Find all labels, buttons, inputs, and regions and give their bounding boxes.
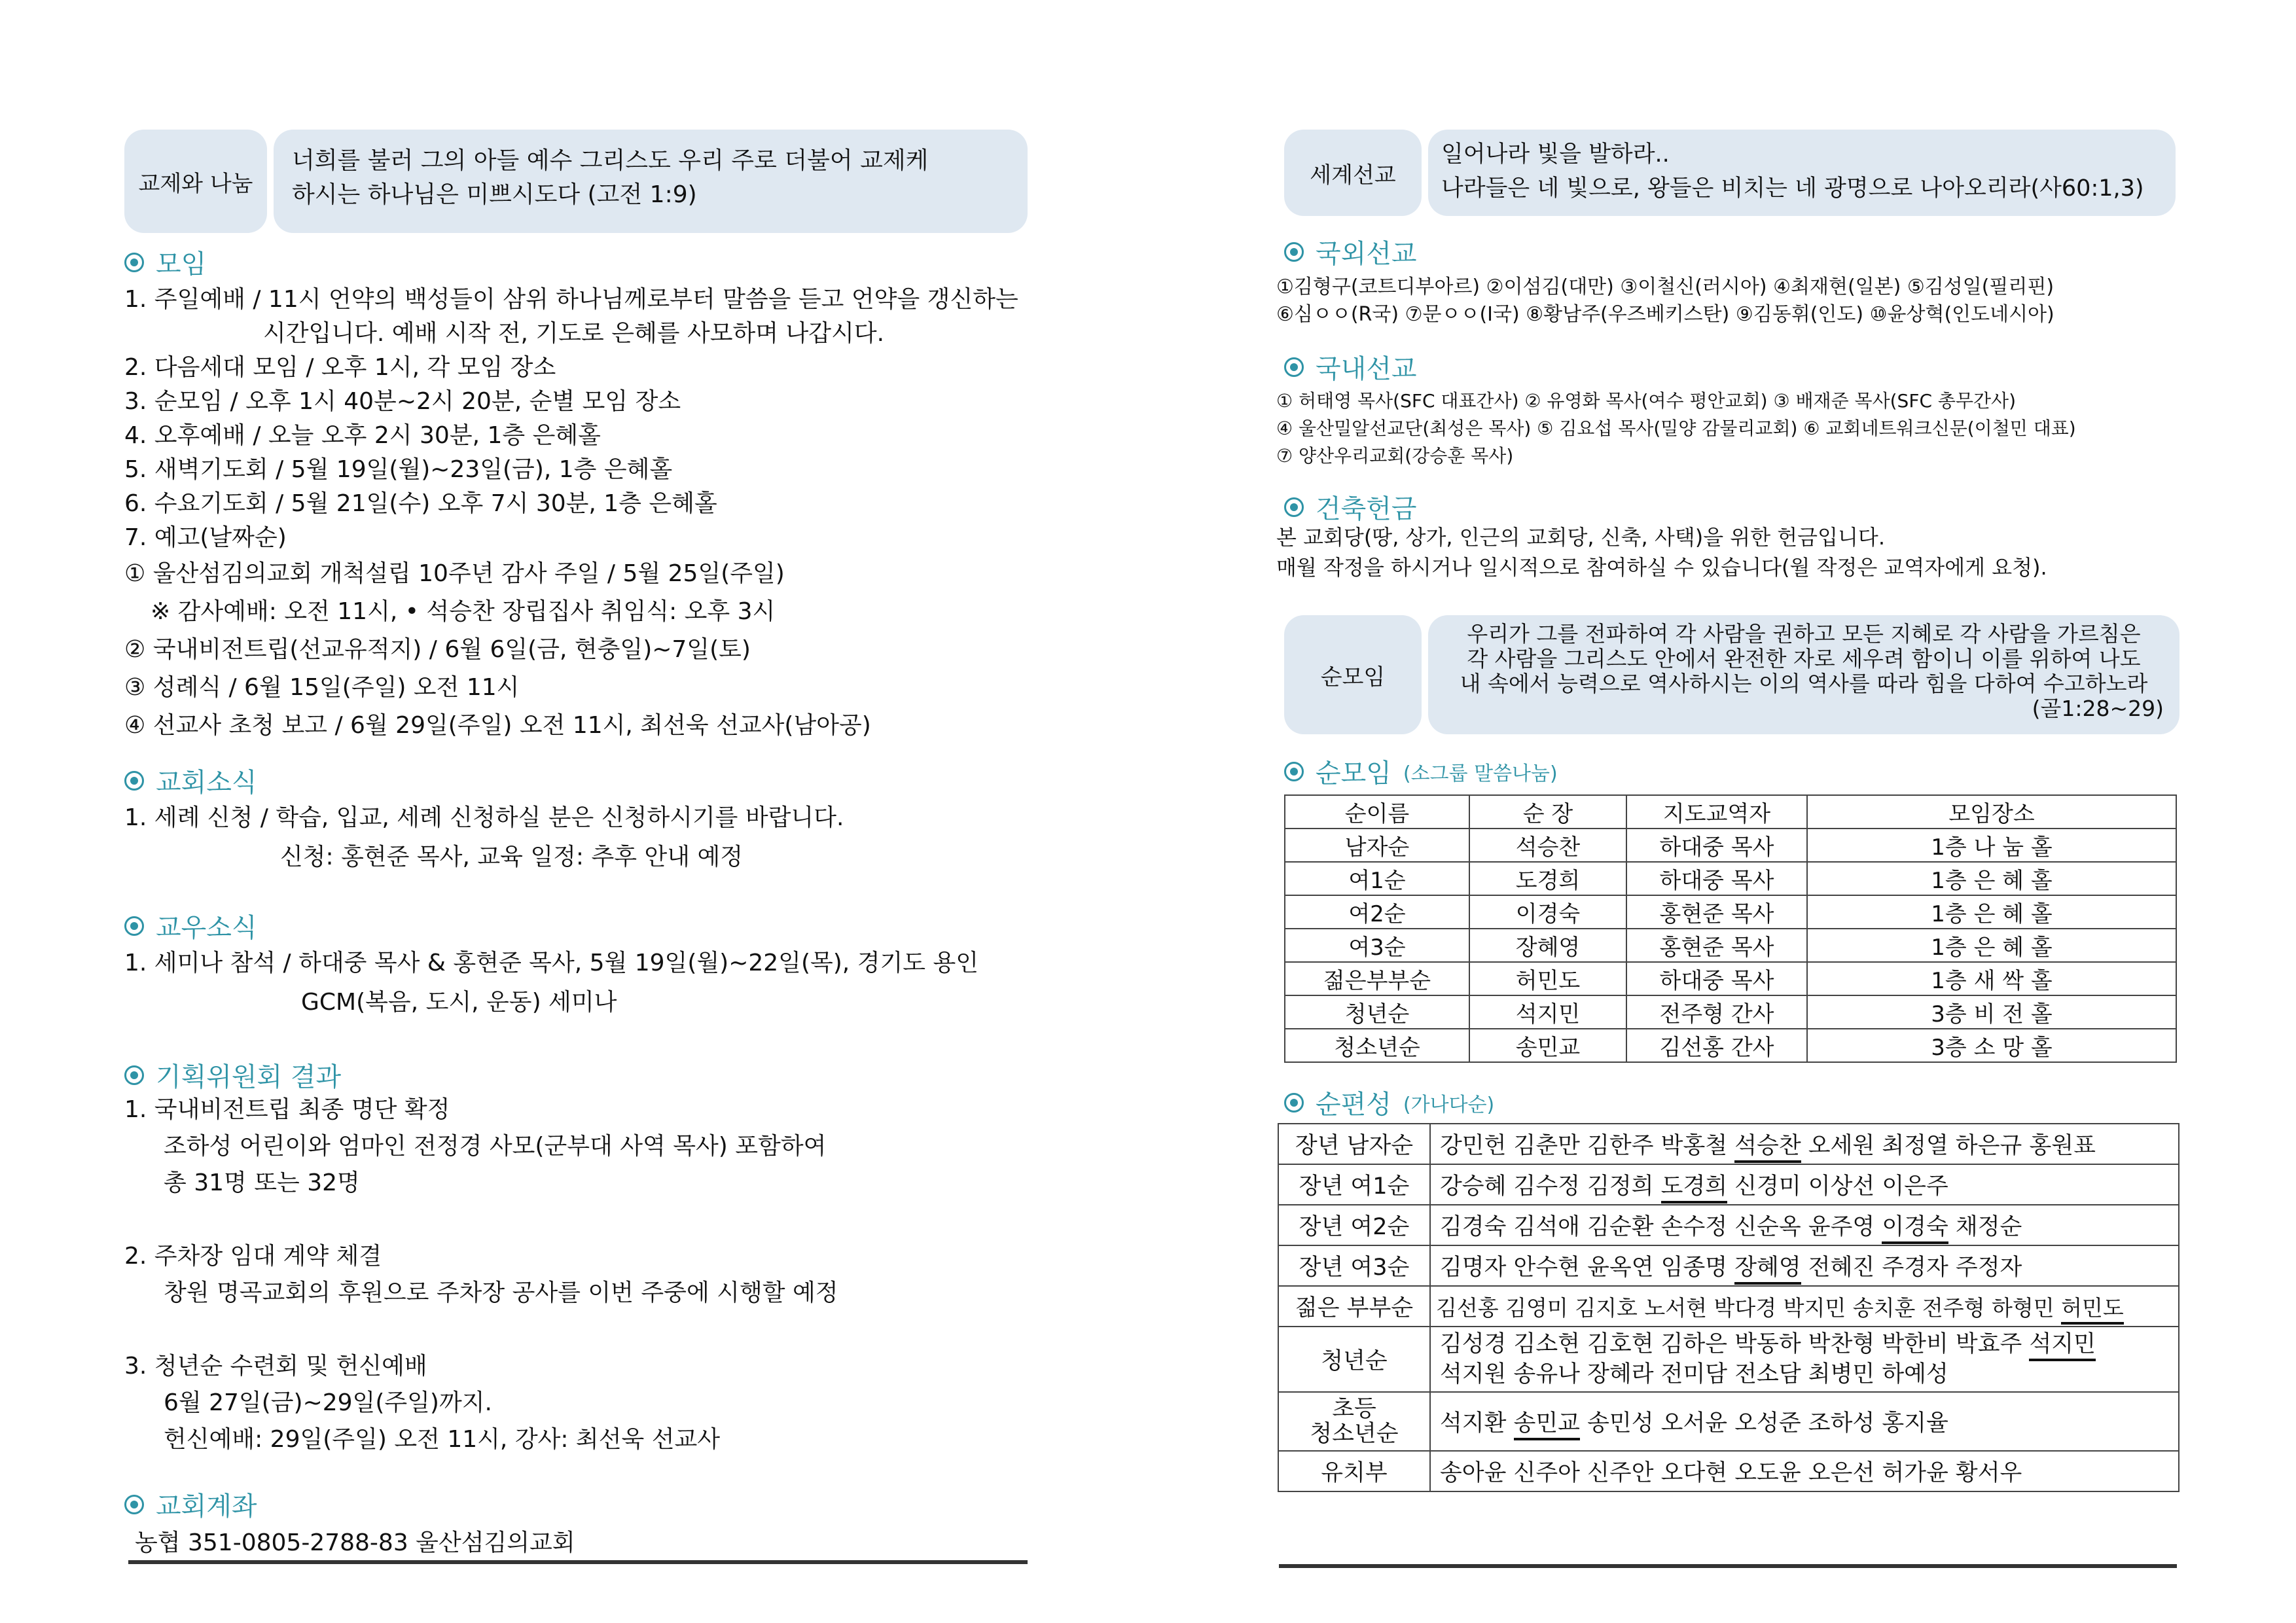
composition-heading bbox=[1284, 1084, 1494, 1121]
domestic-heading bbox=[1284, 348, 1417, 385]
church-news-line: 1. 세례 신청 / 학습, 입교, 세례 신청하실 분은 신청하시기를 바랍니다. bbox=[124, 804, 844, 831]
meeting-line: 4. 오후예배 / 오늘 오후 2시 30분, 1층 은혜홀 bbox=[124, 422, 601, 449]
planning-line: 조하성 어린이와 엄마인 전정경 사모(군부대 사역 목사) 포함하여 bbox=[164, 1133, 827, 1160]
meeting-line: ③ 성례식 / 6월 15일(주일) 오전 11시 bbox=[124, 674, 520, 701]
table-header-cell: 지도교역자 bbox=[1626, 795, 1807, 829]
group-members bbox=[1430, 1392, 2179, 1451]
meeting-line: ④ 선교사 초청 보고 / 6월 29일(주일) 오전 11시, 최선욱 선교사(남아공) bbox=[124, 712, 871, 739]
section-bullet-icon bbox=[124, 771, 144, 791]
building-list bbox=[1276, 522, 2047, 582]
group-leader: 이경숙 bbox=[1882, 1214, 1948, 1244]
building-title: 건축헌금 bbox=[1316, 494, 1417, 524]
member-names: 오세원 최정열 하은규 홍원표 bbox=[1801, 1133, 2096, 1159]
member-news-title: 교우소식 bbox=[156, 913, 257, 943]
table-cell: 남자순 bbox=[1285, 829, 1469, 862]
member-news-list bbox=[124, 944, 978, 1022]
meeting-line: 7. 예고(날짜순) bbox=[124, 524, 287, 551]
small-groups-table bbox=[1284, 794, 2177, 1063]
meeting-line: ※ 감사예배: 오전 11시, • 석승찬 장립집사 취임식: 오후 3시 bbox=[151, 598, 776, 625]
church-news-title: 교회소식 bbox=[156, 768, 257, 798]
small-groups-title: 순모임 bbox=[1316, 758, 1391, 789]
planning-list bbox=[124, 1092, 838, 1458]
group-leader: 장혜영 bbox=[1734, 1255, 1801, 1285]
soon-verse-line: 각 사람을 그리스도 안에서 완전한 자로 세우려 함이니 이를 위하여 나도 bbox=[1467, 646, 2141, 671]
table-row bbox=[1278, 1164, 2179, 1205]
table-row bbox=[1285, 1029, 2176, 1062]
table-row bbox=[1278, 1286, 2179, 1327]
planning-line: 창원 명곡교회의 후원으로 주차장 공사를 이번 주중에 시행할 예정 bbox=[164, 1279, 838, 1306]
member-line bbox=[1440, 1329, 2169, 1359]
table-cell: 하대중 목사 bbox=[1626, 862, 1807, 895]
group-label: 장년 남자순 bbox=[1278, 1124, 1430, 1164]
fellowship-verse-line2: 하시는 하나님은 미쁘시도다 (고전 1:9) bbox=[292, 181, 697, 208]
meeting-line: 6. 수요기도회 / 5월 21일(수) 오후 7시 30분, 1층 은혜홀 bbox=[124, 490, 717, 517]
building-line: 매월 작정을 하시거나 일시적으로 참여하실 수 있습니다(월 작정은 교역자에게 요청). bbox=[1276, 555, 2047, 580]
building-heading bbox=[1284, 488, 1417, 526]
member-names: 김성경 김소현 김호현 김하은 박동하 박찬형 박한비 박효주 bbox=[1440, 1331, 2030, 1357]
group-leader: 도경희 bbox=[1661, 1173, 1727, 1204]
member-names: 송민성 오서윤 오성준 조하성 홍지율 bbox=[1580, 1410, 1948, 1436]
small-groups-subtitle: (소그룹 말씀나눔) bbox=[1403, 762, 1558, 785]
group-members bbox=[1430, 1245, 2179, 1286]
fellowship-label-box bbox=[124, 130, 267, 233]
table-cell: 하대중 목사 bbox=[1626, 962, 1807, 995]
table-cell: 1층 은 혜 홀 bbox=[1807, 895, 2176, 929]
world-mission-verse-line2: 나라들은 네 빛으로, 왕들은 비치는 네 광명으로 나아오리라(사60:1,3) bbox=[1441, 175, 2144, 202]
overseas-list bbox=[1276, 274, 2054, 329]
composition-subtitle: (가나다순) bbox=[1403, 1093, 1495, 1116]
table-cell: 도경희 bbox=[1469, 862, 1626, 895]
section-bullet-icon bbox=[1284, 762, 1304, 781]
table-cell: 홍현준 목사 bbox=[1626, 895, 1807, 929]
overseas-heading bbox=[1284, 233, 1417, 270]
table-cell: 홍현준 목사 bbox=[1626, 929, 1807, 962]
section-bullet-icon bbox=[124, 1495, 144, 1514]
overseas-line: ⑥심ㅇㅇ(R국) ⑦문ㅇㅇ(I국) ⑧황남주(우즈베키스탄) ⑨김동휘(인도) ⑩윤상혁(인도네시아) bbox=[1276, 303, 2054, 326]
group-members bbox=[1430, 1327, 2179, 1392]
meeting-line: 5. 새벽기도회 / 5월 19일(월)~23일(금), 1층 은혜홀 bbox=[124, 456, 673, 483]
section-bullet-icon bbox=[1284, 242, 1304, 262]
fellowship-verse-box bbox=[274, 130, 1028, 233]
planning-line: 2. 주차장 임대 계약 체결 bbox=[124, 1243, 382, 1270]
small-groups-heading bbox=[1284, 753, 1558, 790]
table-row bbox=[1278, 1327, 2179, 1392]
table-row bbox=[1285, 895, 2176, 929]
table-cell: 젊은부부순 bbox=[1285, 962, 1469, 995]
church-news-heading bbox=[124, 762, 257, 799]
member-names: 김선홍 김영미 김지호 노서현 박다경 박지민 송치훈 전주형 하형민 bbox=[1436, 1294, 2062, 1321]
table-cell: 석승찬 bbox=[1469, 829, 1626, 862]
world-mission-verse-box bbox=[1428, 130, 2176, 216]
section-bullet-icon bbox=[1284, 497, 1304, 517]
domestic-title: 국내선교 bbox=[1316, 354, 1417, 384]
member-news-heading bbox=[124, 907, 257, 944]
group-members bbox=[1430, 1164, 2179, 1205]
table-row bbox=[1285, 929, 2176, 962]
world-mission-label-box bbox=[1284, 130, 1422, 216]
group-label: 장년 여2순 bbox=[1278, 1205, 1430, 1245]
member-names: 강승혜 김수정 김정희 bbox=[1440, 1173, 1661, 1200]
table-cell: 여1순 bbox=[1285, 862, 1469, 895]
group-members bbox=[1430, 1286, 2179, 1327]
table-row bbox=[1278, 1245, 2179, 1286]
domestic-line: ⑦ 양산우리교회(강승훈 목사) bbox=[1276, 445, 1514, 467]
planning-line: 총 31명 또는 32명 bbox=[164, 1169, 360, 1196]
domestic-line: ④ 울산밀알선교단(최성은 목사) ⑤ 김요섭 목사(밀양 감물리교회) ⑥ 교회네트워크신문(이철민 대표) bbox=[1276, 418, 2076, 439]
soon-verse-box bbox=[1428, 615, 2179, 734]
group-label: 장년 여3순 bbox=[1278, 1245, 1430, 1286]
account-heading bbox=[124, 1486, 257, 1523]
table-cell: 1층 은 혜 홀 bbox=[1807, 862, 2176, 895]
fellowship-label: 교제와 나눔 bbox=[138, 170, 253, 197]
group-label: 젊은 부부순 bbox=[1278, 1286, 1430, 1327]
table-header-cell: 모임장소 bbox=[1807, 795, 2176, 829]
soon-verse-ref: (골1:28~29) bbox=[2032, 696, 2164, 721]
table-row bbox=[1278, 1451, 2179, 1491]
member-names: 석지환 bbox=[1440, 1410, 1514, 1436]
group-members bbox=[1430, 1451, 2179, 1491]
soon-label: 순모임 bbox=[1320, 664, 1386, 690]
member-names: 전혜진 주경자 주정자 bbox=[1801, 1255, 2022, 1281]
member-names: 송아윤 신주아 신주안 오다현 오도윤 오은선 허가윤 황서우 bbox=[1440, 1460, 2022, 1486]
section-bullet-icon bbox=[124, 1065, 144, 1085]
group-label: 유치부 bbox=[1278, 1451, 1430, 1491]
planning-line: 6월 27일(금)~29일(주일)까지. bbox=[164, 1389, 492, 1416]
right-bottom-rule bbox=[1279, 1564, 2177, 1568]
table-cell: 하대중 목사 bbox=[1626, 829, 1807, 862]
member-names: 김경숙 김석애 김순환 손수정 신순옥 윤주영 bbox=[1440, 1214, 1882, 1240]
soon-verse-line: 내 속에서 능력으로 역사하시는 이의 역사를 따라 힘을 다하여 수고하노라 bbox=[1460, 671, 2148, 696]
left-bottom-rule bbox=[128, 1560, 1028, 1564]
table-cell: 여2순 bbox=[1285, 895, 1469, 929]
section-bullet-icon bbox=[124, 916, 144, 936]
group-leader: 석승찬 bbox=[1734, 1133, 1801, 1163]
group-members bbox=[1430, 1205, 2179, 1245]
member-names: 채정순 bbox=[1948, 1214, 2022, 1240]
composition-table bbox=[1278, 1123, 2179, 1492]
table-cell: 청년순 bbox=[1285, 995, 1469, 1029]
member-names: 강민헌 김춘만 김한주 박홍철 bbox=[1440, 1133, 1735, 1159]
table-cell: 장혜영 bbox=[1469, 929, 1626, 962]
planning-line: 3. 청년순 수련회 및 헌신예배 bbox=[124, 1353, 427, 1380]
meeting-line: ① 울산섬김의교회 개척설립 10주년 감사 주일 / 5월 25일(주일) bbox=[124, 560, 785, 587]
planning-heading bbox=[124, 1056, 341, 1094]
member-news-line: GCM(복음, 도시, 운동) 세미나 bbox=[301, 989, 617, 1016]
section-bullet-icon bbox=[1284, 1093, 1304, 1113]
domestic-list bbox=[1276, 387, 2076, 470]
table-row bbox=[1285, 829, 2176, 862]
composition-title: 순편성 bbox=[1316, 1090, 1391, 1120]
group-members bbox=[1430, 1124, 2179, 1164]
member-names: 김명자 안수현 윤옥연 임종명 bbox=[1440, 1255, 1735, 1281]
planning-line: 1. 국내비전트립 최종 명단 확정 bbox=[124, 1096, 450, 1123]
meeting-line: 시간입니다. 예배 시작 전, 기도로 은혜를 사모하며 나갑시다. bbox=[263, 320, 885, 347]
table-cell: 김선홍 간사 bbox=[1626, 1029, 1807, 1062]
group-label-line: 초등 bbox=[1332, 1396, 1376, 1422]
table-cell: 전주형 간사 bbox=[1626, 995, 1807, 1029]
planning-line: 헌신예배: 29일(주일) 오전 11시, 강사: 최선욱 선교사 bbox=[164, 1426, 721, 1453]
table-header-row bbox=[1285, 795, 2176, 829]
church-news-line: 신청: 홍현준 목사, 교육 일정: 추후 안내 예정 bbox=[280, 844, 743, 870]
table-cell: 1층 나 눔 홀 bbox=[1807, 829, 2176, 862]
fellowship-verse-line1: 너희를 불러 그의 아들 예수 그리스도 우리 주로 더불어 교제케 bbox=[292, 147, 929, 174]
meeting-line: 1. 주일예배 / 11시 언약의 백성들이 삼위 하나님께로부터 말씀을 듣고 언약을 갱신하는 bbox=[124, 286, 1018, 313]
account-text: 농협 351-0805-2788-83 울산섬김의교회 bbox=[135, 1529, 575, 1556]
meetings-title: 모임 bbox=[156, 249, 207, 279]
table-cell: 석지민 bbox=[1469, 995, 1626, 1029]
world-mission-label: 세계선교 bbox=[1310, 162, 1396, 188]
group-leader: 송민교 bbox=[1514, 1410, 1580, 1440]
account-title: 교회계좌 bbox=[156, 1491, 257, 1522]
domestic-line: ① 허태영 목사(SFC 대표간사) ② 유영화 목사(여수 평안교회) ③ 배재준 목사(SFC 총무간사) bbox=[1276, 390, 2017, 412]
table-cell: 3층 비 전 홀 bbox=[1807, 995, 2176, 1029]
meetings-list bbox=[124, 283, 1018, 745]
table-cell: 3층 소 망 홀 bbox=[1807, 1029, 2176, 1062]
member-news-line: 1. 세미나 참석 / 하대중 목사 & 홍현준 목사, 5월 19일(월)~22일(목), 경기도 용인 bbox=[124, 950, 979, 976]
group-label: 장년 여1순 bbox=[1278, 1164, 1430, 1205]
building-line: 본 교회당(땅, 상가, 인근의 교회당, 신축, 사택)을 위한 헌금입니다. bbox=[1276, 525, 1886, 550]
member-line: 석지원 송유나 장혜라 전미담 전소담 최병민 하예성 bbox=[1440, 1361, 1948, 1387]
section-bullet-icon bbox=[1284, 357, 1304, 377]
table-header-cell: 순 장 bbox=[1469, 795, 1626, 829]
table-header-cell: 순이름 bbox=[1285, 795, 1469, 829]
meeting-line: 2. 다음세대 모임 / 오후 1시, 각 모임 장소 bbox=[124, 354, 556, 381]
group-leader: 허민도 bbox=[2061, 1295, 2124, 1325]
group-label: 청년순 bbox=[1278, 1327, 1430, 1392]
table-cell: 허민도 bbox=[1469, 962, 1626, 995]
meetings-heading bbox=[124, 243, 206, 281]
planning-title: 기획위원회 결과 bbox=[156, 1062, 342, 1092]
table-cell: 이경숙 bbox=[1469, 895, 1626, 929]
meeting-line: 3. 순모임 / 오후 1시 40분~2시 20분, 순별 모임 장소 bbox=[124, 388, 681, 415]
church-news-list bbox=[124, 798, 844, 877]
table-row bbox=[1285, 995, 2176, 1029]
table-cell: 청소년순 bbox=[1285, 1029, 1469, 1062]
member-names: 신경미 이상선 이은주 bbox=[1727, 1173, 1948, 1200]
table-cell: 송민교 bbox=[1469, 1029, 1626, 1062]
table-row bbox=[1278, 1392, 2179, 1451]
table-cell: 여3순 bbox=[1285, 929, 1469, 962]
section-bullet-icon bbox=[124, 253, 144, 272]
group-leader: 석지민 bbox=[2029, 1331, 2095, 1361]
overseas-line: ①김형구(코트디부아르) ②이섬김(대만) ③이철신(러시아) ④최재현(일본) ⑤김성일(필리핀) bbox=[1276, 276, 2054, 298]
table-cell: 1층 새 싹 홀 bbox=[1807, 962, 2176, 995]
table-row bbox=[1285, 862, 2176, 895]
table-row bbox=[1278, 1205, 2179, 1245]
overseas-title: 국외선교 bbox=[1316, 239, 1417, 269]
soon-label-box bbox=[1284, 615, 1422, 734]
table-row bbox=[1285, 962, 2176, 995]
world-mission-verse-line1: 일어나라 빛을 발하라.. bbox=[1441, 141, 1670, 168]
table-cell: 1층 은 혜 홀 bbox=[1807, 929, 2176, 962]
table-row bbox=[1278, 1124, 2179, 1164]
group-label bbox=[1278, 1392, 1430, 1451]
soon-verse-line: 우리가 그를 전파하여 각 사람을 권하고 모든 지혜로 각 사람을 가르침은 bbox=[1467, 621, 2141, 647]
group-label-line: 청소년순 bbox=[1310, 1421, 1399, 1447]
meeting-line: ② 국내비전트립(선교유적지) / 6월 6일(금, 현충일)~7일(토) bbox=[124, 636, 751, 663]
